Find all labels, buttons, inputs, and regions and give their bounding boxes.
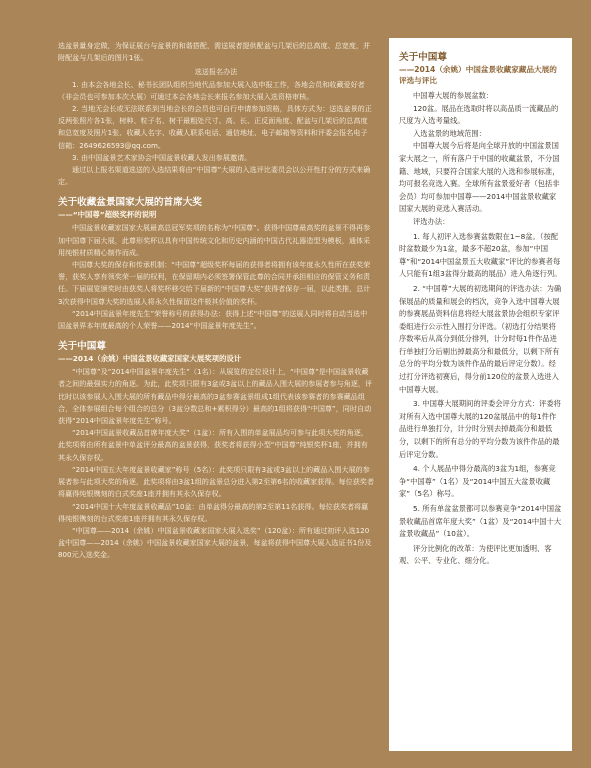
sidebar-paragraph: 评分比例化的改革：为使评比更加透明、客观、公平、专业化、细分化。 (399, 543, 552, 566)
section1-subtitle: ——“中国尊”超级奖杯的说明 (58, 210, 157, 220)
section2-paragraph: “2014中国五大年度盆景收藏家”称号（5名）：此奖项只限有3盆或3盆以上的藏品入围大展的参展者参与此项大奖的角逐，此奖项将由3盆1组的盆景总分进入第2至第6名的收藏家获得。每位获奖者将赢得纯银镌刻的白式奖座1座并拥有其永久保存权。 (58, 464, 374, 499)
section1-paragraph: 中国尊大奖的保存和传承机制：“中国尊”超级奖杯每届的获得者将拥有该年度永久性所在获奖荣誉，获奖人享有领奖荣一届的权利，在保留期内必须签署保管此尊的合同并承担相应的保管义务和责任。下届展览颁奖时由获奖人将奖杯移交给下届新的“中国尊大奖”获得者保存一届，以此类推，总计3次获得中国尊大奖的选展人将永久性保留这件极其价值的奖杯。 (58, 260, 371, 306)
section1-paragraph: 中国盆景收藏家国家大展最高总冠军奖项的名称为“中国尊”。获得中国尊最高奖的盆景不得再参加中国尊下届大展，此尊形奖杯以具有中国传统文化和历史内涵的中国古代礼器造型为模板，通体采用纯银材质精心制作而成。 (58, 223, 371, 257)
sidebar-paragraph: 3. 中国尊大展期间的评委会评分方式：评委将对所有入选中国尊大展的120盆展品中的每1件作品进行单独打分，计分时分别去掉最高分和最低分，以剩下的所有总分的平均分数为该件作品的最后评定分数。 (399, 399, 561, 459)
section2-title: 关于中国尊 (58, 341, 106, 353)
method-title: 选送报名办法 (194, 67, 238, 77)
section1-title: 关于收藏盆景国家大展的首席大奖 (58, 197, 202, 209)
sidebar-paragraph: 中国尊大展的参展盆数： (413, 91, 494, 100)
sidebar-box (389, 38, 572, 751)
method-paragraph: 通过以上报名渠道选送的入选结果将由“中国尊”大展的入选评比委员会以公开性打分的方式来确定。 (58, 165, 371, 187)
sidebar-paragraph: 2. “中国尊”大展的初选期间的评选办法：为确保展品的质量和展会的档次，竞争入选中国尊大展的参赛展品资料信息将经大展盆景协会组织专家评委组进行公示性入围打分评选。（初选打分结果将序数率后从高分到低分排列，计分时每1件作品进行单独打分后剔出掉最高分和最低分，以剩下所有总分的平均分数为该件作品的最后评定分数）。经过打分评选初赛后，得分前120位的盆景入选进入中国尊大展。 (399, 283, 562, 394)
section2-subtitle: ——2014（余姚）中国盆景收藏家国家大展奖项的设计 (58, 354, 242, 364)
intro-paragraph: 选盆景量身定做，为保证展台与盆景的和谐搭配，需送展者提供配盆与几架后的总高度、总宽度，并附配盆与几架后的图片1张。 (58, 41, 371, 63)
method-paragraph: 2. 当地无会长或无法联系到当地会长的会员也可自行申请参加资格，具体方式为：送选盆景的正反两张照片各1张，树种、粒子名、树干最粗处尺寸、高、长、正反面角度、配盆与几架后的总高度和总宽度及照片1张、收藏人名字、收藏人联系电话、通信地址、电子邮箱等资料和评委会报名电子信箱：2649626593@qq.com。 (58, 104, 372, 150)
sidebar-paragraph: 4. 个人展品中得分最高的3盆为1组，参赛竞争“中国尊”（1名）及“2014中国五大盆景收藏家”（5名）称号。 (399, 464, 556, 499)
left-column (58, 40, 374, 562)
sidebar-title: 关于中国尊 (399, 52, 447, 63)
sidebar-subtitle: ——2014（余姚）中国盆景收藏家藏品大展的评选与评比 (399, 65, 557, 85)
section1-paragraph: “2014中国盆景年度先生”荣誉称号的获得办法：获得上述“中国尊”的送展人同时将自动当选中国盆景界本年度最高的个人荣誉——2014“中国盆景年度先生”。 (58, 308, 368, 331)
section2-paragraph: “中国尊”及“2014中国盆景年度先生”（1名）：从展览的定位设计上，“中国尊”是中国盆景收藏者之间的最强实力的角逐。为此，此奖项只限有3盆或3盆以上的藏品入围大展的参展者参与角逐，评比时以该参展人入围大展的所有藏品中得分最高的3盆参赛盆景组成1组代表该参赛者的参赛藏品组合，全体参展组合每个组合的总分（3盆分数总和+累积得分）最高的1组将获得“中国尊”，同时自动获得“2014中国盆景年度先生”称号。 (58, 367, 373, 426)
sidebar-paragraph: 评选办法： (413, 216, 450, 226)
method-paragraph: 1. 由本会各地会长、秘书长团队组织当地代品参加大展入选申报工作，各地会员和收藏爱好者（非会员也可参加本次大展）可通过本会各地会长来报名参加大展入选资格审核。 (58, 79, 365, 101)
sidebar-paragraph: 1. 每人初评入选参赛盆数限在1~8盆。（按配时盆数最少为1盆，最多不超20盆，参加“中国尊”和“2014中国盆景五大收藏家”评比的参赛者每人只能有1组3盆得分最高的展品）进入角逐行列。 (399, 231, 562, 279)
sidebar-paragraph: 120盆。展品在选取时将以高品质一流藏品的尺度为入选考量线。 (399, 103, 559, 126)
sidebar-paragraph: 5. 所有单盆盆景都可以参赛竞争“2014中国盆景收藏品首席年度大奖”（1盆）及“2014中国十大盆景收藏品”（10盆）。 (399, 504, 562, 539)
section2-paragraph: “2014中国盆景收藏品首席年度大奖”（1盆）：所有入围的单盆展品均可参与此项大奖的角逐，此奖项将由所有盆景中单盆评分最高的盆景获得，获奖者将获得小型“中国尊”纯银奖杯1座，并拥有其永久保存权。 (58, 428, 368, 462)
section2-paragraph: “中国尊——2014（余姚）中国盆景收藏家国家大展入选奖”（120盆）：所有通过初评入选120盆中国尊——2014（余姚）中国盆景收藏家国家大展的盆景，每盆将获得中国尊大展入选证书1份及800元入选奖金。 (58, 525, 372, 560)
sidebar-paragraph: 中国尊大展今后将是向全球开放的中国盆景国家大展之一，所有落户于中国的收藏盆景，不分国籍、地域，只要符合国家大展的入选和参展标准，均可报名竞选入赛。全球所有盆景爱好者（包括非会员）均可参加中国尊——2014中国盆景收藏家国家大展的竞选入赛活动。 (399, 141, 560, 214)
sidebar-paragraph: 入选盆景的地域范围： (413, 128, 486, 138)
method-paragraph: 3. 由中国盆景艺术家协会中国盆景收藏人发出参展邀请。 (72, 152, 252, 162)
section2-paragraph: “2014中国十大年度盆景收藏品”10盆：由单盆得分最高的第2至第11名获得。每位获奖者将赢得纯银镌刻的台式奖座1座并拥有其永久保存权。 (58, 501, 369, 523)
